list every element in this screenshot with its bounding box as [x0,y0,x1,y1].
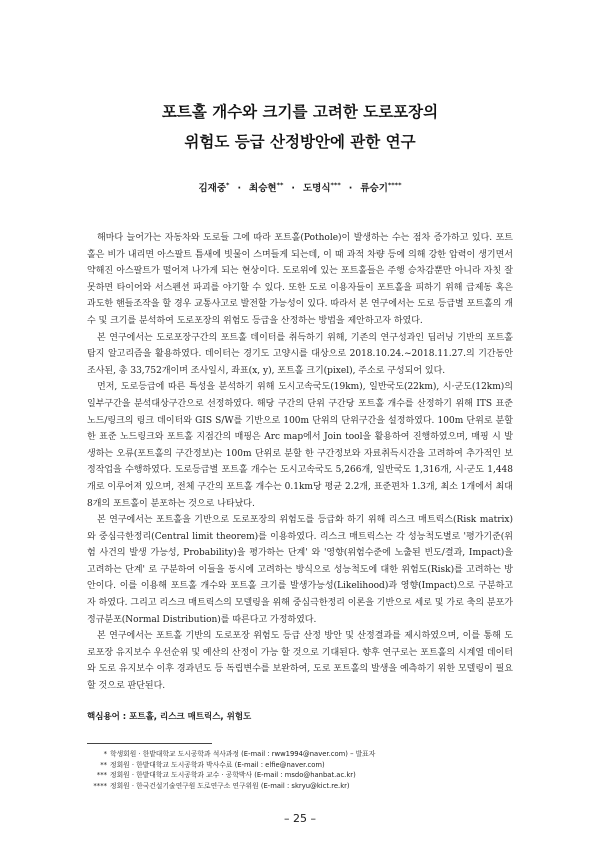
abstract-paragraph: 본 연구에서는 포트홀 기반의 도로포장 위험도 등급 산정 방안 및 산정결과를 제시하였으며, 이를 통해 도로포장 유지보수 우선순위 및 예산의 산정이 가능 할 것으로 기대된다. 향후 연구로는 포트홀의 시계열 데이터와 도로 유지보수 이후 경과년도 등 독립변수를 보완하여, 도로 포트홀의 발생을 예측하기 위한 모델링이 필요할 것으로 판단된다. [87,631,513,692]
author-separator: · [237,183,242,194]
paper-title [0,97,600,157]
author-separator: · [348,183,353,194]
title-line-1: 포트홀 개수와 크기를 고려한 도로포장의 [161,103,439,121]
footnote [87,781,527,792]
title-line-2: 위험도 등급 산정방안에 관한 연구 [184,133,416,151]
footnote-mark: ** [100,760,107,769]
abstract-paragraph: 본 연구에서는 도로포장구간의 포트홀 데이터를 취득하기 위해, 기존의 연구성과인 딥러닝 기반의 포트홀 탐지 알고리즘을 활용하였다. 데이터는 경기도 고양시를 대상으로 2018.10.24.~2018.11.27.의 기간동안 조사된, 총 33,752개이며 조사일시, 좌표(x, y), 포트홀 크기(pixel), 주소로 구성되어 있다. [87,332,513,376]
footnote [87,749,527,760]
author-mark: * [226,180,230,189]
footnote-text: 정회원 · 한밭대학교 도시공학과 교수 · 공학박사 (E-mail : msdo@hanbat.ac.kr) [110,771,356,779]
footnote-mark: *** [96,771,107,779]
author-name: 도명식 [303,183,331,194]
keywords [87,710,513,722]
footnote-text: 학생회원 · 한밭대학교 도시공학과 석사과정 (E-mail : rww1994@naver.com) – 발표자 [110,750,376,758]
footnote [87,770,527,781]
footnote-text: 정회원 · 한밭대학교 도시공학과 박사수료 (E-mail : elfie@naver.com) [110,760,325,769]
footnote-text: 정회원 · 한국건설기술연구원 도로연구소 연구위원 (E-mail : skryu@kict.re.kr) [110,781,350,790]
abstract-paragraph: 해마다 늘어가는 자동차와 도로들 그에 따라 포트홀(Pothole)이 발생하는 수는 점차 증가하고 있다. 포트홀은 비가 내리면 아스팔트 틈새에 빗물이 스며들게 되는데, 이 때 과적 차량 등에 의해 강한 압력이 생기면서 약해진 아스팔트가 떨어져 나가게 되는 현상이다. 도로위에 있는 포트홀들은 주행 승차감뿐만 아니라 자칫 잘못하면 타이어와 서스펜션 파괴를 야기할 수 있다. 또한 도로 이용자들이 포트홀을 피하기 위해 급제동 혹은 과도한 핸들조작을 할 경우 교통사고로 발전할 가능성이 있다. 따라서 본 연구에서는 도로 등급별 포트홀의 개수 및 크기를 분석하여 도로포장의 위험도 등급을 산정하는 방법을 제안하고자 하였다. [87,233,513,326]
author-list [0,180,600,194]
footnotes [87,749,527,791]
author-name: 류승기 [360,183,388,194]
footnote-mark: * [103,750,107,758]
footnote-divider [87,743,212,744]
keywords-text: 포트홀, 리스크 매트릭스, 위험도 [129,712,252,722]
keywords-label: 핵심용어 : [87,712,127,722]
author-name: 최승현 [249,183,277,194]
author-mark: **** [387,180,402,189]
author-mark: ** [276,180,284,189]
footnote-mark: **** [93,781,107,790]
page-number: – 25 – [284,812,316,825]
abstract-paragraph: 먼저, 도로등급에 따른 특성을 분석하기 위해 도시고속국도(19km), 일반국도(22km), 시·군도(12km)의 일부구간을 분석대상구간으로 선정하였다. 해당 구간의 단위 구간당 포트홀 개수를 산정하기 위해 ITS 표준 노드/링크의 링크 데이터와 GIS S/W를 기반으로 100m 단위의 단위구간을 설정하였다. 100m 단위로 분할한 표준 노드링크와 포트홀 지점간의 매핑은 Arc map에서 Join tool을 활용하여 진행하였으며, 매핑 시 발생하는 오류(포트홀의 구간정보)는 100m 단위로 분할 한 구간정보와 자료취득시간을 고려하여 추가적인 보정작업을 수행하였다. 도로등급별 포트홀 개수는 도시고속국도 5,266개, 일반국도 1,316개, 시·군도 1,448개로 이루어져 있으며, 전체 구간의 포트홀 개수는 0.1km당 평균 2.2개, 표준편차 1.3개, 최소 1개에서 최대 8개의 포트홀이 분포하는 것으로 나타났다. [87,382,513,509]
author-separator: · [291,183,295,194]
footnote [87,760,527,771]
abstract [87,230,513,695]
author-mark: *** [330,180,341,189]
abstract-paragraph: 본 연구에서는 포트홀을 기반으로 도로포장의 위험도를 등급화 하기 위해 리스크 매트릭스(Risk matrix)와 중심극한정리(Central limit theorem)를 이용하였다. 리스크 매트릭스는 각 성능척도별로 '평가기준(위험 사건의 발생 가능성, Probability)을 평가하는 단계' 와 '영향(위험수준에 노출된 빈도/결과, Impact)을 고려하는 단계' 로 구분하여 이들을 동시에 고려하는 방식으로 성능척도에 대한 위험도(Risk)를 고려하는 방안이다. 이를 이용해 포트홀 개수와 포트홀 크기를 발생가능성(Likelihood)과 영향(Impact)으로 구분하고자 하였다. 그리고 리스크 매트릭스의 모델링을 위해 중심극한정리 이론을 기반으로 세로 및 가로 축의 분포가 정규분포(Normal Distribution)를 따른다고 가정하였다. [87,515,513,625]
author-name: 김재중 [198,183,227,194]
